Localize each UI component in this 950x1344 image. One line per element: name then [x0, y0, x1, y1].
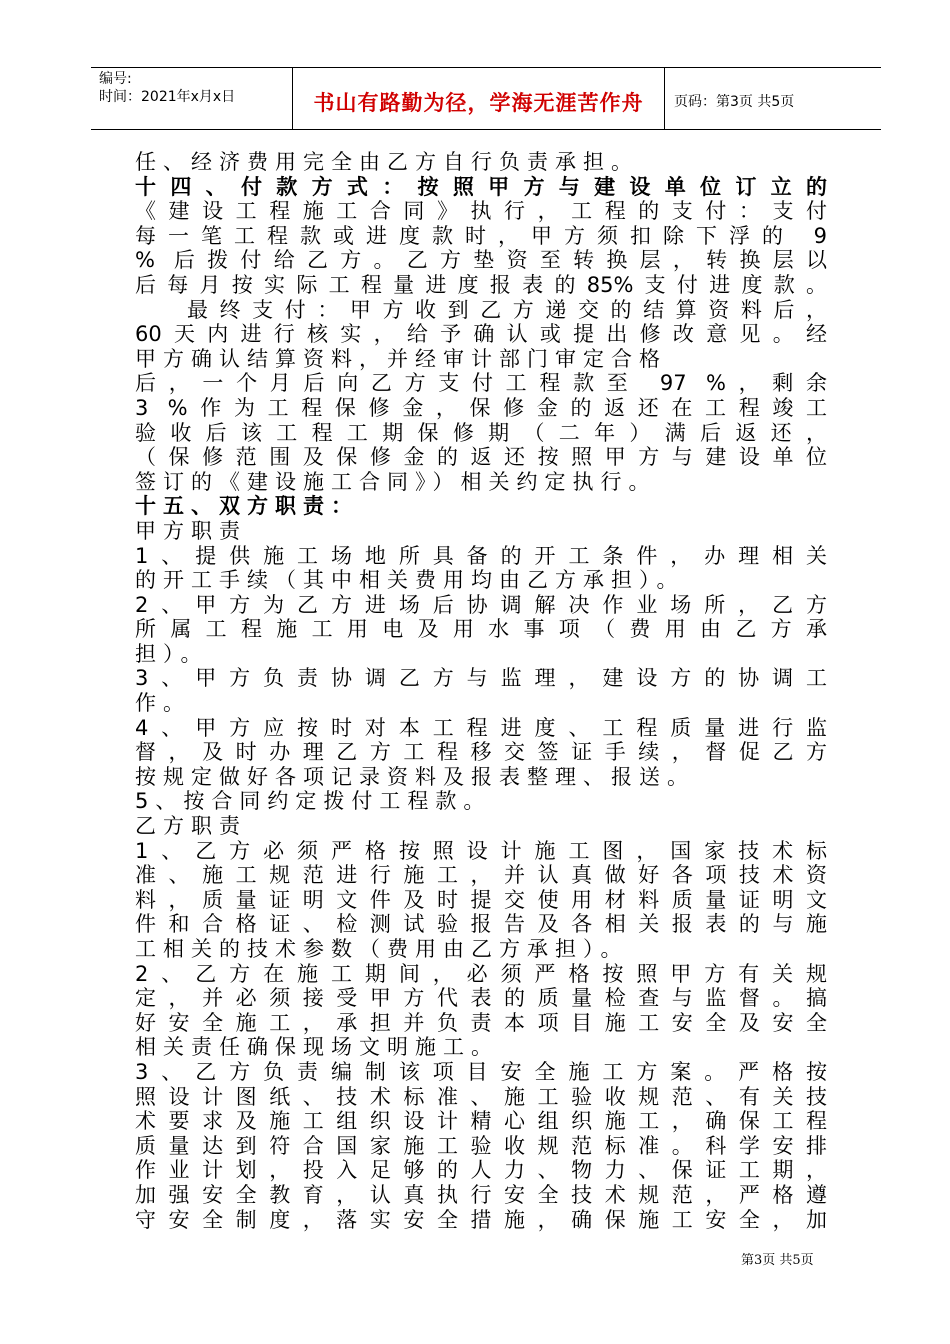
number-label: 编号:: [99, 71, 132, 87]
page-footer: 第3页 共5页: [741, 1253, 814, 1268]
list-item: 守安全制度，落实安全措施，确保施工安全，加: [135, 1207, 827, 1232]
body-line: 验收后该工程工期保修期（二年）满后返还，: [135, 420, 827, 445]
list-item: 作。: [135, 691, 191, 716]
list-item: 2、乙方在施工期间，必须严格按照甲方有关规: [135, 961, 827, 986]
body-line-indented: 最终支付：甲方收到乙方递交的结算资料后，: [187, 297, 827, 322]
list-item: 术要求及施工组织设计精心组织施工，确保工程: [135, 1109, 827, 1134]
list-item: 5、按合同约定拨付工程款。: [135, 789, 492, 814]
list-item: 作业计划，投入足够的人力、物力、保证工期，: [135, 1158, 827, 1183]
list-item: 准、施工规范进行施工，并认真做好各项技术资: [135, 863, 827, 888]
body-line: （保修范围及保修金的返还按照甲方与建设单位: [135, 445, 827, 470]
page-header: [91, 67, 881, 130]
body-line: 《建设工程施工合同》执行，工程的支付：支付: [135, 199, 827, 224]
subheading-party-a: 甲方职责: [135, 518, 247, 543]
time-label: 时间：2021年x月x日: [99, 89, 236, 105]
section-heading-duties: 十五、双方职责：: [135, 494, 359, 519]
page-number-label: 页码：第3页 共5页: [674, 94, 795, 110]
list-item: 担）。: [135, 641, 209, 666]
list-item: 督，及时办理乙方工程移交签证手续，督促乙方: [135, 740, 827, 765]
list-item: 的开工手续（其中相关费用均由乙方承担）。: [135, 568, 685, 593]
list-item: 2、甲方为乙方进场后协调解决作业场所，乙方: [135, 592, 827, 617]
body-line: % 后拨付给乙方。乙方垫资至转换层，转换层以: [135, 248, 827, 273]
body-line: 任、经济费用完全由乙方自行负责承担。: [135, 150, 639, 174]
body-line: 后，一个月后向乙方支付工程款至 97 %，剩余: [135, 371, 827, 396]
body-line: 后每月按实际工程量进度报表的85%支付进度款。: [135, 272, 827, 297]
list-item: 料，质量证明文件及时提交使用材料质量证明文: [135, 887, 827, 912]
list-item: 1、提供施工场地所具备的开工条件，办理相关: [135, 543, 827, 568]
body-line: 每一笔工程款或进度款时，甲方须扣除下浮的 9: [135, 223, 827, 248]
list-item: 照设计图纸、技术标准、施工验收规范、有关技: [135, 1084, 827, 1109]
list-item: 定，并必须接受甲方代表的质量检查与监督。搞: [135, 986, 827, 1011]
list-item: 1、乙方必须严格按照设计施工图，国家技术标: [135, 838, 827, 863]
subheading-party-b: 乙方职责: [135, 814, 247, 839]
body-line: 3 %作为工程保修金，保修金的返还在工程竣工: [135, 395, 827, 420]
list-item: 质量达到符合国家施工验收规范标准。科学安排: [135, 1133, 827, 1158]
list-item: 按规定做好各项记录资料及报表整理、报送。: [135, 764, 695, 789]
body-line: 甲方确认结算资料，并经审计部门审定合格: [135, 346, 667, 371]
list-item: 好安全施工，承担并负责本项目施工安全及安全: [135, 1010, 827, 1035]
list-item: 3、乙方负责编制该项目安全施工方案。严格按: [135, 1059, 827, 1084]
motto-text: 书山有路勤为径，学海无涯苦作舟: [313, 91, 644, 115]
body-line: 签订的《建设施工合同》）相关约定执行。: [135, 469, 657, 494]
header-info-cell: [91, 68, 293, 129]
list-item: 加强安全教育，认真执行安全技术规范，严格遵: [135, 1182, 827, 1207]
list-item: 工相关的技术参数（费用由乙方承担）。: [135, 937, 629, 961]
list-item: 相关责任确保现场文明施工。: [135, 1035, 499, 1060]
list-item: 4、甲方应按时对本工程进度、工程质量进行监: [135, 715, 827, 740]
document-body: [135, 150, 827, 1232]
list-item: 3、甲方负责协调乙方与监理，建设方的协调工: [135, 666, 827, 691]
header-motto-cell: [293, 68, 665, 129]
header-page-cell: [666, 68, 881, 129]
list-item: 件和合格证、检测试验报告及各相关报表的与施: [135, 912, 827, 937]
body-line: 60天内进行核实，给予确认或提出修改意见。经: [135, 322, 827, 347]
list-item: 所属工程施工用电及用水事项（费用由乙方承: [135, 617, 827, 642]
section-heading-payment: 十四、付款方式：按照甲方与建设单位订立的: [135, 174, 827, 199]
